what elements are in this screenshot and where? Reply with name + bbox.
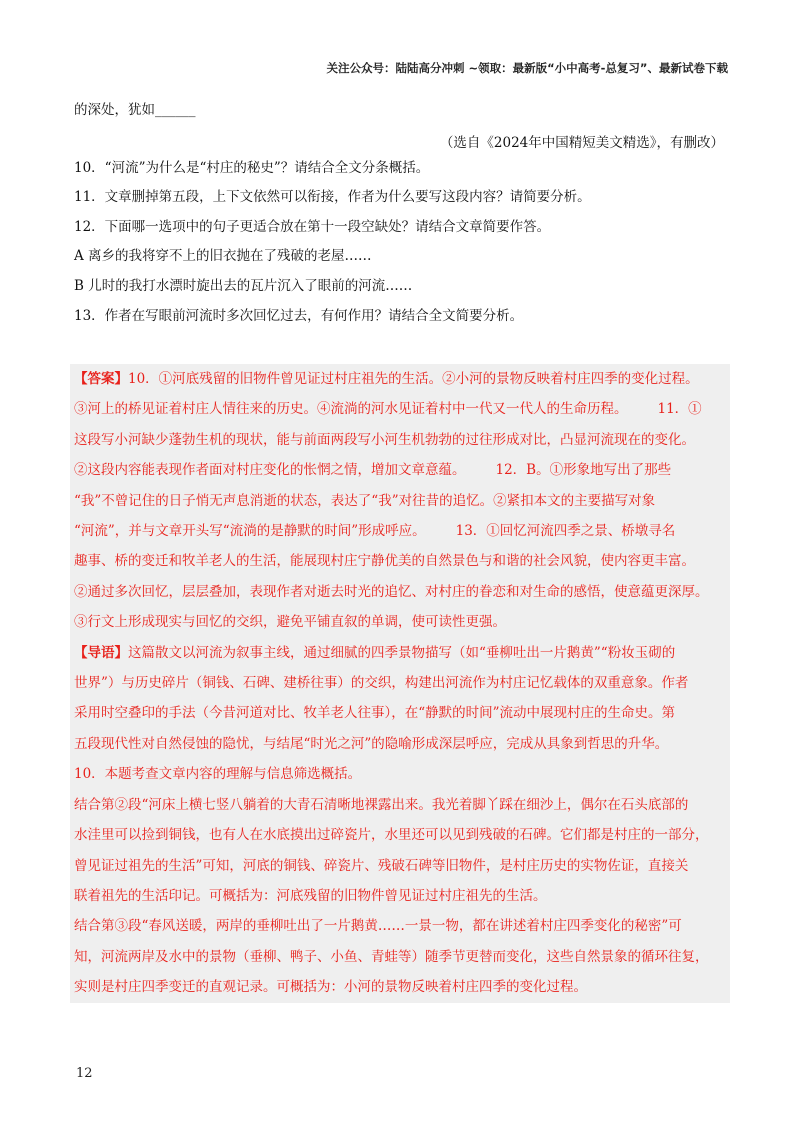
question-11: 11．文章删掉第五段，上下文依然可以衔接，作者为什么要写这段内容？请简要分析。: [74, 189, 591, 205]
guide-line: 【导语】这篇散文以河流为叙事主线，通过细腻的四季景物描写（如“垂柳吐出一片鹅黄”“粉妆玉砌的: [74, 644, 676, 661]
option-a: A 离乡的我将穿不上的旧衣抛在了残破的老屋……: [74, 248, 372, 264]
analysis-line: 结合第②段“河床上横七竖八躺着的大青石清晰地裸露出来。我光着脚丫踩在细沙上，偶尔在石头底部的: [74, 796, 689, 813]
lead-line: 的深处，犹如______: [74, 102, 196, 118]
analysis-line: 结合第③段“春风送暖，两岸的垂柳吐出了一片鹅黄……一景一物，都在讲述着村庄四季变化的秘密”可: [74, 918, 682, 935]
guide-tag: 【导语】: [74, 644, 128, 661]
question-12: 12．下面哪一选项中的句子更适合放在第十一段空缺处？请结合文章简要作答。: [74, 219, 551, 235]
answer-line: ③行文上形成现实与回忆的交织，避免平铺直叙的单调，使可读性更强。: [74, 614, 506, 631]
page-header: 关注公众号：陆陆高分冲刺 ~领取：最新版“小中高考-总复习”、最新试卷下载: [326, 61, 728, 75]
question-10: 10．“河流”为什么是“村庄的秘史”？请结合全文分条概括。: [74, 160, 430, 176]
answer-line: “河流”，并与文章开头写“流淌的是静默的时间”形成呼应。 13．①回忆河流四季之景、桥墩寻名: [74, 523, 676, 540]
question-13: 13．作者在写眼前河流时多次回忆过去，有何作用？请结合全文简要分析。: [74, 308, 524, 324]
analysis-line: 知，河流两岸及水中的景物（垂柳、鸭子、小鱼、青蛙等）随季节更替而变化，这些自然景象的循环往复，: [74, 948, 709, 965]
analysis-line: 实则是村庄四季变迁的直观记录。可概括为：小河的景物反映着村庄四季的变化过程。: [74, 979, 587, 996]
answer-line: 趣事、桥的变迁和牧羊老人的生活，能展现村庄宁静优美的自然景色与和谐的社会风貌，使内容更丰富。: [74, 553, 695, 570]
answer-line: ②这段内容能表现作者面对村庄变化的怅惘之情，增加文章意蕴。 12．B。①形象地写出了那些: [74, 462, 672, 479]
page-number: 12: [76, 1066, 93, 1081]
source-note: （选自《2024年中国精短美文精选》，有删改）: [439, 135, 724, 151]
guide-line: 五段现代性对自然侵蚀的隐忧，与结尾“时光之河”的隐喻形成深层呼应，完成从具象到哲思的升华。: [74, 735, 669, 752]
answer-line: “我”不曾记住的日子悄无声息消逝的状态，表达了“我”对往昔的追忆。②紧扣本文的主要描写对象: [74, 492, 656, 509]
guide-line: 世界”）与历史碎片（铜钱、石碑、建桥往事）的交织，构建出河流作为村庄记忆载体的双重意象。作者: [74, 675, 689, 692]
answer-block: [70, 364, 730, 1003]
analysis-line: 联着祖先的生活印记。可概括为：河底残留的旧物件曾见证过村庄祖先的生活。: [74, 887, 547, 904]
analysis-line: 曾见证过祖先的生活”可知，河底的铜钱、碎瓷片、残破石碑等旧物件，是村庄历史的实物佐证，直接关: [74, 857, 689, 874]
answer-line: 【答案】10．①河底残留的旧物件曾见证过村庄祖先的生活。②小河的景物反映着村庄四季的变化过程。: [74, 371, 699, 387]
answer-line: 这段写小河缺少蓬勃生机的现状，能与前面两段写小河生机勃勃的过往形成对比，凸显河流现在的变化。: [74, 431, 695, 448]
analysis-line: 10．本题考查文章内容的理解与信息筛选概括。: [74, 766, 362, 783]
answer-line: ②通过多次回忆，层层叠加，表现作者对逝去时光的追忆、对村庄的眷恋和对生命的感悟，使意蕴更深厚。: [74, 583, 709, 600]
guide-line: 采用时空叠印的手法（今昔河道对比、牧羊老人往事），在“静默的时间”流动中展现村庄的生命史。第: [74, 705, 676, 722]
option-b: B 儿时的我打水漂时旋出去的瓦片沉入了眼前的河流……: [74, 278, 413, 294]
analysis-line: 水洼里可以捡到铜钱，也有人在水底摸出过碎瓷片，水里还可以见到残破的石碑。它们都是村庄的一部分，: [74, 827, 709, 844]
answer-tag: 【答案】: [74, 371, 128, 387]
answer-line: ③河上的桥见证着村庄人情往来的历史。④流淌的河水见证着村中一代又一代人的生命历程。 11．①: [74, 401, 702, 418]
